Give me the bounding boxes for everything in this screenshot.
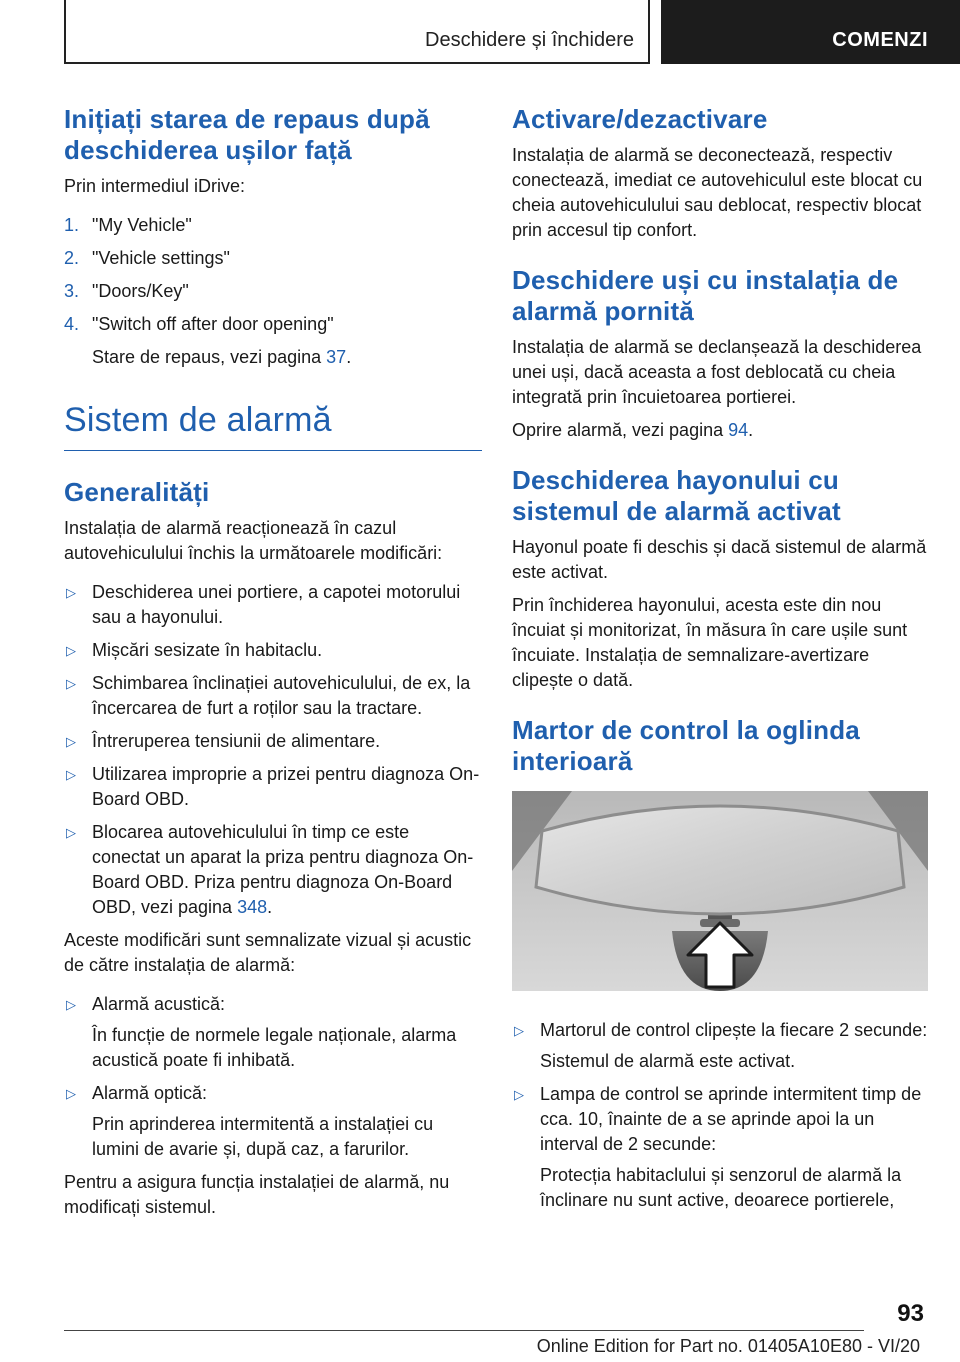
list-item: ▷ Blocarea autovehiculului în timp ce este conectat un aparat la priza pentru diagnoza On-Board OBD. Priza pentru diagnoza On-Board OBD, vezi pagina 348.	[66, 822, 474, 917]
section-title: Deschidere și închidere	[425, 29, 634, 51]
standby-reference: Stare de repaus, vezi pagina 37.	[92, 347, 352, 367]
chapter-tab	[661, 0, 960, 64]
heading-standby: Inițiați starea de repaus după deschiderea ușilor față	[64, 104, 430, 165]
triangle-bullet-icon: ▷	[66, 767, 76, 782]
step-text: "My Vehicle"	[92, 215, 192, 235]
section-tab	[64, 0, 650, 64]
tailgate-text-2: Prin închiderea hayonului, acesta este din nou încuiat și monitorizat, în măsura în care ușile sunt încuiate. Instalația de semnalizare-avertizare clipește o dată.	[512, 595, 908, 690]
page-link-37[interactable]: 37	[326, 347, 347, 367]
left-column	[64, 104, 482, 1220]
triangle-bullet-icon: ▷	[66, 825, 76, 840]
list-item: ▷ Lampa de control se aprinde intermitent timp de cca. 10, înainte de a se aprinde apoi la un interval de 2 secunde: Protecția habitaclului și senzorul de alarmă la înclinare nu sunt active, deoarece portierele,	[514, 1084, 922, 1210]
list-item: ▷ Întreruperea tensiunii de alimentare.	[64, 729, 482, 754]
step-item	[64, 312, 482, 337]
step-item	[64, 279, 482, 304]
list-item: ▷ Alarmă optică: Prin aprinderea intermitentă a instalației cu lumini de avarie și, după caz, a farurilor.	[66, 1083, 434, 1159]
right-column	[512, 104, 932, 1221]
list-item: ▷ Utilizarea improprie a prizei pentru diagnoza On-Board OBD.	[66, 764, 480, 809]
step-text: "Switch off after door opening"	[92, 314, 334, 334]
signal-intro: Aceste modificări sunt semnalizate vizual și acustic de către instalația de alarmă:	[64, 930, 472, 975]
general-text: Instalația de alarmă reacționează în cazul autovehiculului închis la următoarele modificări:	[64, 518, 443, 563]
step-item	[64, 213, 482, 238]
heading-open-doors: Deschidere uși cu instalația de alarmă pornită	[512, 265, 899, 326]
list-item: ▷ Schimbarea înclinației autovehiculului, de ex, la încercarea de furt a roților sau la tractare.	[66, 673, 471, 718]
triangle-bullet-icon: ▷	[514, 1023, 524, 1038]
step-text: "Doors/Key"	[92, 281, 189, 301]
triangle-bullet-icon: ▷	[66, 585, 76, 600]
indicator-list	[512, 1018, 932, 1213]
triangle-bullet-icon: ▷	[66, 734, 76, 749]
edition-note: Online Edition for Part no. 01405A10E80 - VI/20	[536, 1336, 920, 1356]
step-text: "Vehicle settings"	[92, 248, 230, 268]
heading-indicator: Martor de control la oglinda interioară	[512, 715, 860, 776]
heading-activate: Activare/dezactivare	[512, 104, 768, 134]
step-number: 4.	[64, 314, 80, 334]
open-doors-text: Instalația de alarmă se declanșează la deschiderea unei uși, dacă aceasta a fost deblocată cu cheia integrată prin încuietoarea portierei.	[512, 337, 922, 407]
changes-list	[64, 580, 482, 920]
tailgate-text-1: Hayonul poate fi deschis și dacă sistemul de alarmă este activat.	[512, 537, 927, 582]
heading-tailgate: Deschiderea hayonului cu sistemul de alarmă activat	[512, 465, 841, 526]
step-number: 2.	[64, 248, 80, 268]
step-number: 1.	[64, 215, 80, 235]
page-number: 93	[897, 1300, 924, 1327]
stop-alarm-reference: Oprire alarmă, vezi pagina 94.	[512, 420, 754, 440]
page-header	[64, 0, 960, 64]
idrive-intro: Prin intermediul iDrive:	[64, 176, 246, 196]
page-link-94[interactable]: 94	[728, 420, 749, 440]
signals-list	[64, 992, 482, 1162]
triangle-bullet-icon: ▷	[66, 676, 76, 691]
triangle-bullet-icon: ▷	[66, 1086, 76, 1101]
closing-text: Pentru a asigura funcția instalației de alarmă, nu modificați sistemul.	[64, 1172, 450, 1217]
list-item: ▷ Deschiderea unei portiere, a capotei motorului sau a hayonului.	[66, 582, 461, 627]
triangle-bullet-icon: ▷	[66, 997, 76, 1012]
chapter-title: COMENZI	[832, 29, 928, 51]
step-number: 3.	[64, 281, 80, 301]
mirror-illustration	[512, 791, 928, 991]
triangle-bullet-icon: ▷	[514, 1087, 524, 1102]
activate-text: Instalația de alarmă se deconectează, respectiv conectează, imediat ce autovehiculul este blocat cu cheia autovehiculului sau deblocat, respectiv blocat prin accesul tip confort.	[512, 145, 923, 240]
page-link-348[interactable]: 348	[237, 897, 268, 917]
idrive-steps	[64, 213, 482, 337]
triangle-bullet-icon: ▷	[66, 643, 76, 658]
step-item	[64, 246, 482, 271]
list-item: ▷ Martorul de control clipește la fiecare 2 secunde: Sistemul de alarmă este activat.	[514, 1020, 928, 1071]
heading-general: Generalități	[64, 477, 210, 507]
list-item: ▷ Alarmă acustică: În funcție de normele legale naționale, alarma acustică poate fi inhibată.	[66, 994, 457, 1070]
footer-divider	[64, 1330, 864, 1331]
list-item: ▷ Mișcări sesizate în habitaclu.	[64, 638, 482, 663]
heading-alarm-system: Sistem de alarmă	[64, 401, 332, 439]
rearview-mirror	[536, 806, 904, 914]
